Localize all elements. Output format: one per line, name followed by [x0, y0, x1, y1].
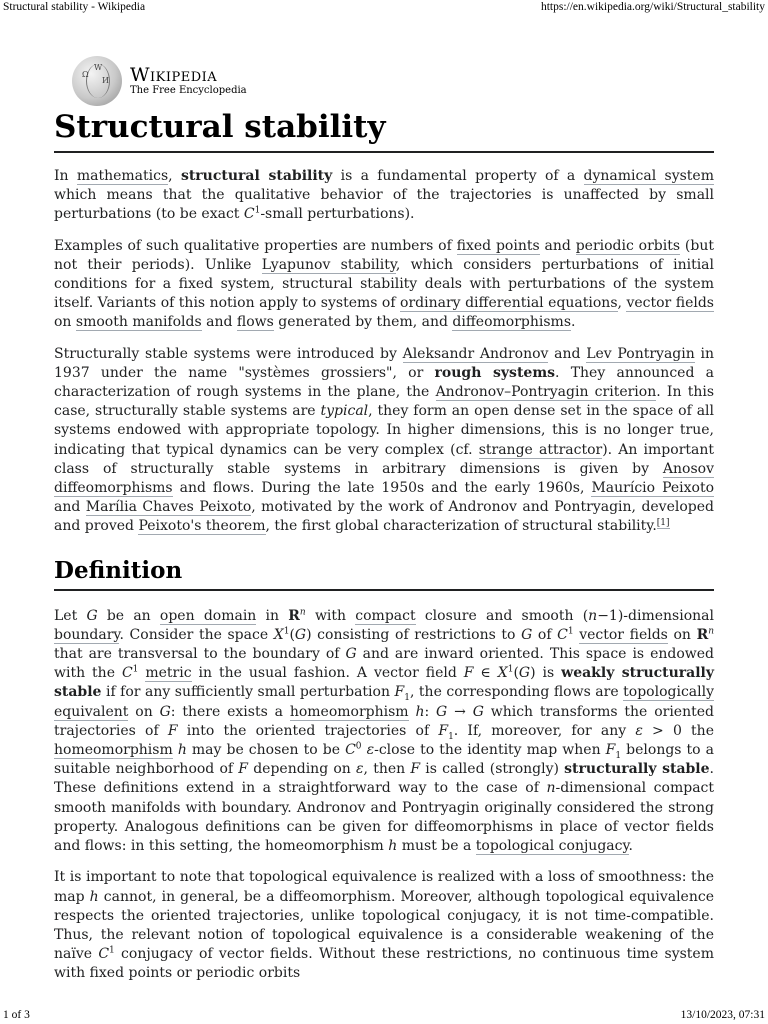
link-vector-fields-2[interactable]: vector fields: [579, 626, 668, 643]
page-counter: 1 of 3: [3, 1009, 30, 1021]
link-lev-pontryagin[interactable]: Lev Pontryagin: [586, 345, 695, 362]
link-metric[interactable]: metric: [145, 665, 192, 682]
wordmark-tagline: The Free Encyclopedia: [130, 85, 247, 96]
print-footer: [0, 1006, 768, 1024]
link-flows[interactable]: flows: [236, 314, 274, 331]
link-vector-fields[interactable]: vector fields: [626, 295, 714, 312]
link-mauricio-peixoto[interactable]: Maurício Peixoto: [591, 480, 715, 497]
link-homeomorphism[interactable]: homeomorphism: [289, 703, 409, 720]
link-periodic-orbits[interactable]: periodic orbits: [575, 237, 681, 254]
paragraph-intro: In mathematics, structural stability is a fundamental property of a dynamical system which means that the qualitative behavior of the trajectories is unaffected by small perturbations (to be exact $C^1$-small perturbations).: [54, 168, 714, 223]
paragraph-definition: Let G be an open domain in $R^n$ with compact closure and smooth (n−1)-dimensional boundary. Consider the space $X^1(G)$ consisting of restrictions to G of $C^1$ vector fields on $R^n$ that are transversal to the boundary of G and are inward oriented. This space is endowed with the $C^1$ metric in the usual fashion. A vector field F ∈ $X^1(G)$ is weakly structurally stable if for any sufficiently small perturbation $F_1$, the corresponding flows are topologically equivalent on G: there exists a homeomorphism h: G → G which transforms the oriented trajectories of F into the oriented trajectories of $F_1$. If, moreover, for any ε > 0 the homeomorphism h may be chosen to be $C^0$ ε-close to the identity map when $F_1$ belongs to a suitable neighborhood of F depending on ε, then F is called (strongly) structurally stable. These definitions extend in a straightforward way to the case of n-dimensional compact smooth manifolds with boundary. Andronov and Pontryagin originally considered the strong property. Analogous definitions can be given for diffeomorphisms in place of vector fields and flows: in this setting, the homeomorphism h must be a topological conjugacy.: [54, 607, 715, 855]
globe-glyph: W: [94, 63, 103, 72]
print-header: [0, 0, 768, 18]
link-topologically-equivalent[interactable]: topologically equivalent: [54, 684, 714, 720]
wikipedia-logo[interactable]: [54, 55, 714, 107]
wikipedia-wordmark: [130, 65, 247, 97]
link-topological-conjugacy[interactable]: topological conjugacy: [475, 838, 629, 855]
link-strange-attractor[interactable]: strange attractor: [478, 441, 603, 458]
link-anosov-diffeomorphisms[interactable]: Anosov diffeomorphisms: [54, 460, 714, 497]
paragraph-examples: Examples of such qualitative properties are numbers of fixed points and periodic orbits (but not their periods). Unlike Lyapunov stability, which considers perturbations of initial conditions for a fixed system, structural stability deals with perturbations of the system itself. Variants of this notion apply to systems of ordinary differential equations, vector fields on smooth manifolds and flows generated by them, and diffeomorphisms.: [54, 237, 714, 331]
wikipedia-globe-icon: [72, 56, 122, 106]
link-andronov-pontryagin-criterion[interactable]: Andronov–Pontryagin criterion: [435, 384, 657, 401]
print-timestamp: 13/10/2023, 07:31: [680, 1009, 765, 1021]
print-header-url: https://en.wikipedia.org/wiki/Structural_stability: [540, 1, 765, 13]
paragraph-equivalence-note: It is important to note that topological equivalence is realized with a loss of smoothness: the map h cannot, in general, be a diffeomorphism. Moreover, although topological equivalence respects the oriented trajectories, unlike topological conjugacy, it is not time-compatible. Thus, the relevant notion of topological equivalence is a considerable weakening of the naïve $C^1$ conjugacy of vector fields. Without these restrictions, no continuous time system with fixed points or periodic orbits: [54, 869, 714, 982]
link-compact[interactable]: compact: [355, 607, 416, 624]
link-ordinary-differential-equations[interactable]: ordinary differential equations: [400, 295, 618, 312]
link-mathematics[interactable]: mathematics: [76, 168, 169, 184]
link-dynamical-system[interactable]: dynamical system: [583, 168, 714, 184]
paragraph-history: Structurally stable systems were introduced by Aleksandr Andronov and Lev Pontryagin in 1937 under the name "systèmes grossiers", or rough systems. They announced a characterization of rough systems in the plane, the Andronov–Pontryagin criterion. In this case, structurally stable systems are typical, they form an open dense set in the space of all systems endowed with appropriate topology. In higher dimensions, this is no longer true, indicating that typical dynamics can be very complex (cf. strange attractor). An important class of structurally stable systems in arbitrary dimensions is given by Anosov diffeomorphisms and flows. During the late 1950s and the early 1960s, Maurício Peixoto and Marília Chaves Peixoto, motivated by the work of Andronov and Pontryagin, developed and proved Peixoto's theorem, the first global characterization of structural stability.[1]: [54, 345, 715, 535]
link-peixotos-theorem[interactable]: Peixoto's theorem: [138, 518, 266, 535]
link-smooth-manifolds[interactable]: smooth manifolds: [75, 314, 202, 331]
section-heading-definition: Definition: [54, 556, 714, 591]
link-fixed-points[interactable]: fixed points: [456, 237, 540, 254]
link-aleksandr-andronov[interactable]: Aleksandr Andronov: [402, 345, 549, 362]
wordmark-title: Wikipedia: [130, 64, 218, 86]
print-header-title: Structural stability - Wikipedia: [3, 1, 146, 13]
globe-glyph: И: [102, 76, 109, 85]
article-content: [54, 55, 714, 984]
link-homeomorphism-2[interactable]: homeomorphism: [54, 742, 173, 759]
page-title: Structural stability: [54, 107, 714, 153]
link-open-domain[interactable]: open domain: [159, 607, 257, 624]
link-lyapunov-stability[interactable]: Lyapunov stability: [261, 256, 396, 273]
globe-glyph: Ω: [82, 70, 89, 79]
link-boundary[interactable]: boundary: [54, 626, 120, 643]
link-diffeomorphisms[interactable]: diffeomorphisms: [452, 314, 572, 331]
link-marilia-chaves-peixoto[interactable]: Marília Chaves Peixoto: [85, 499, 252, 516]
reference-link[interactable]: [1]: [656, 517, 670, 528]
